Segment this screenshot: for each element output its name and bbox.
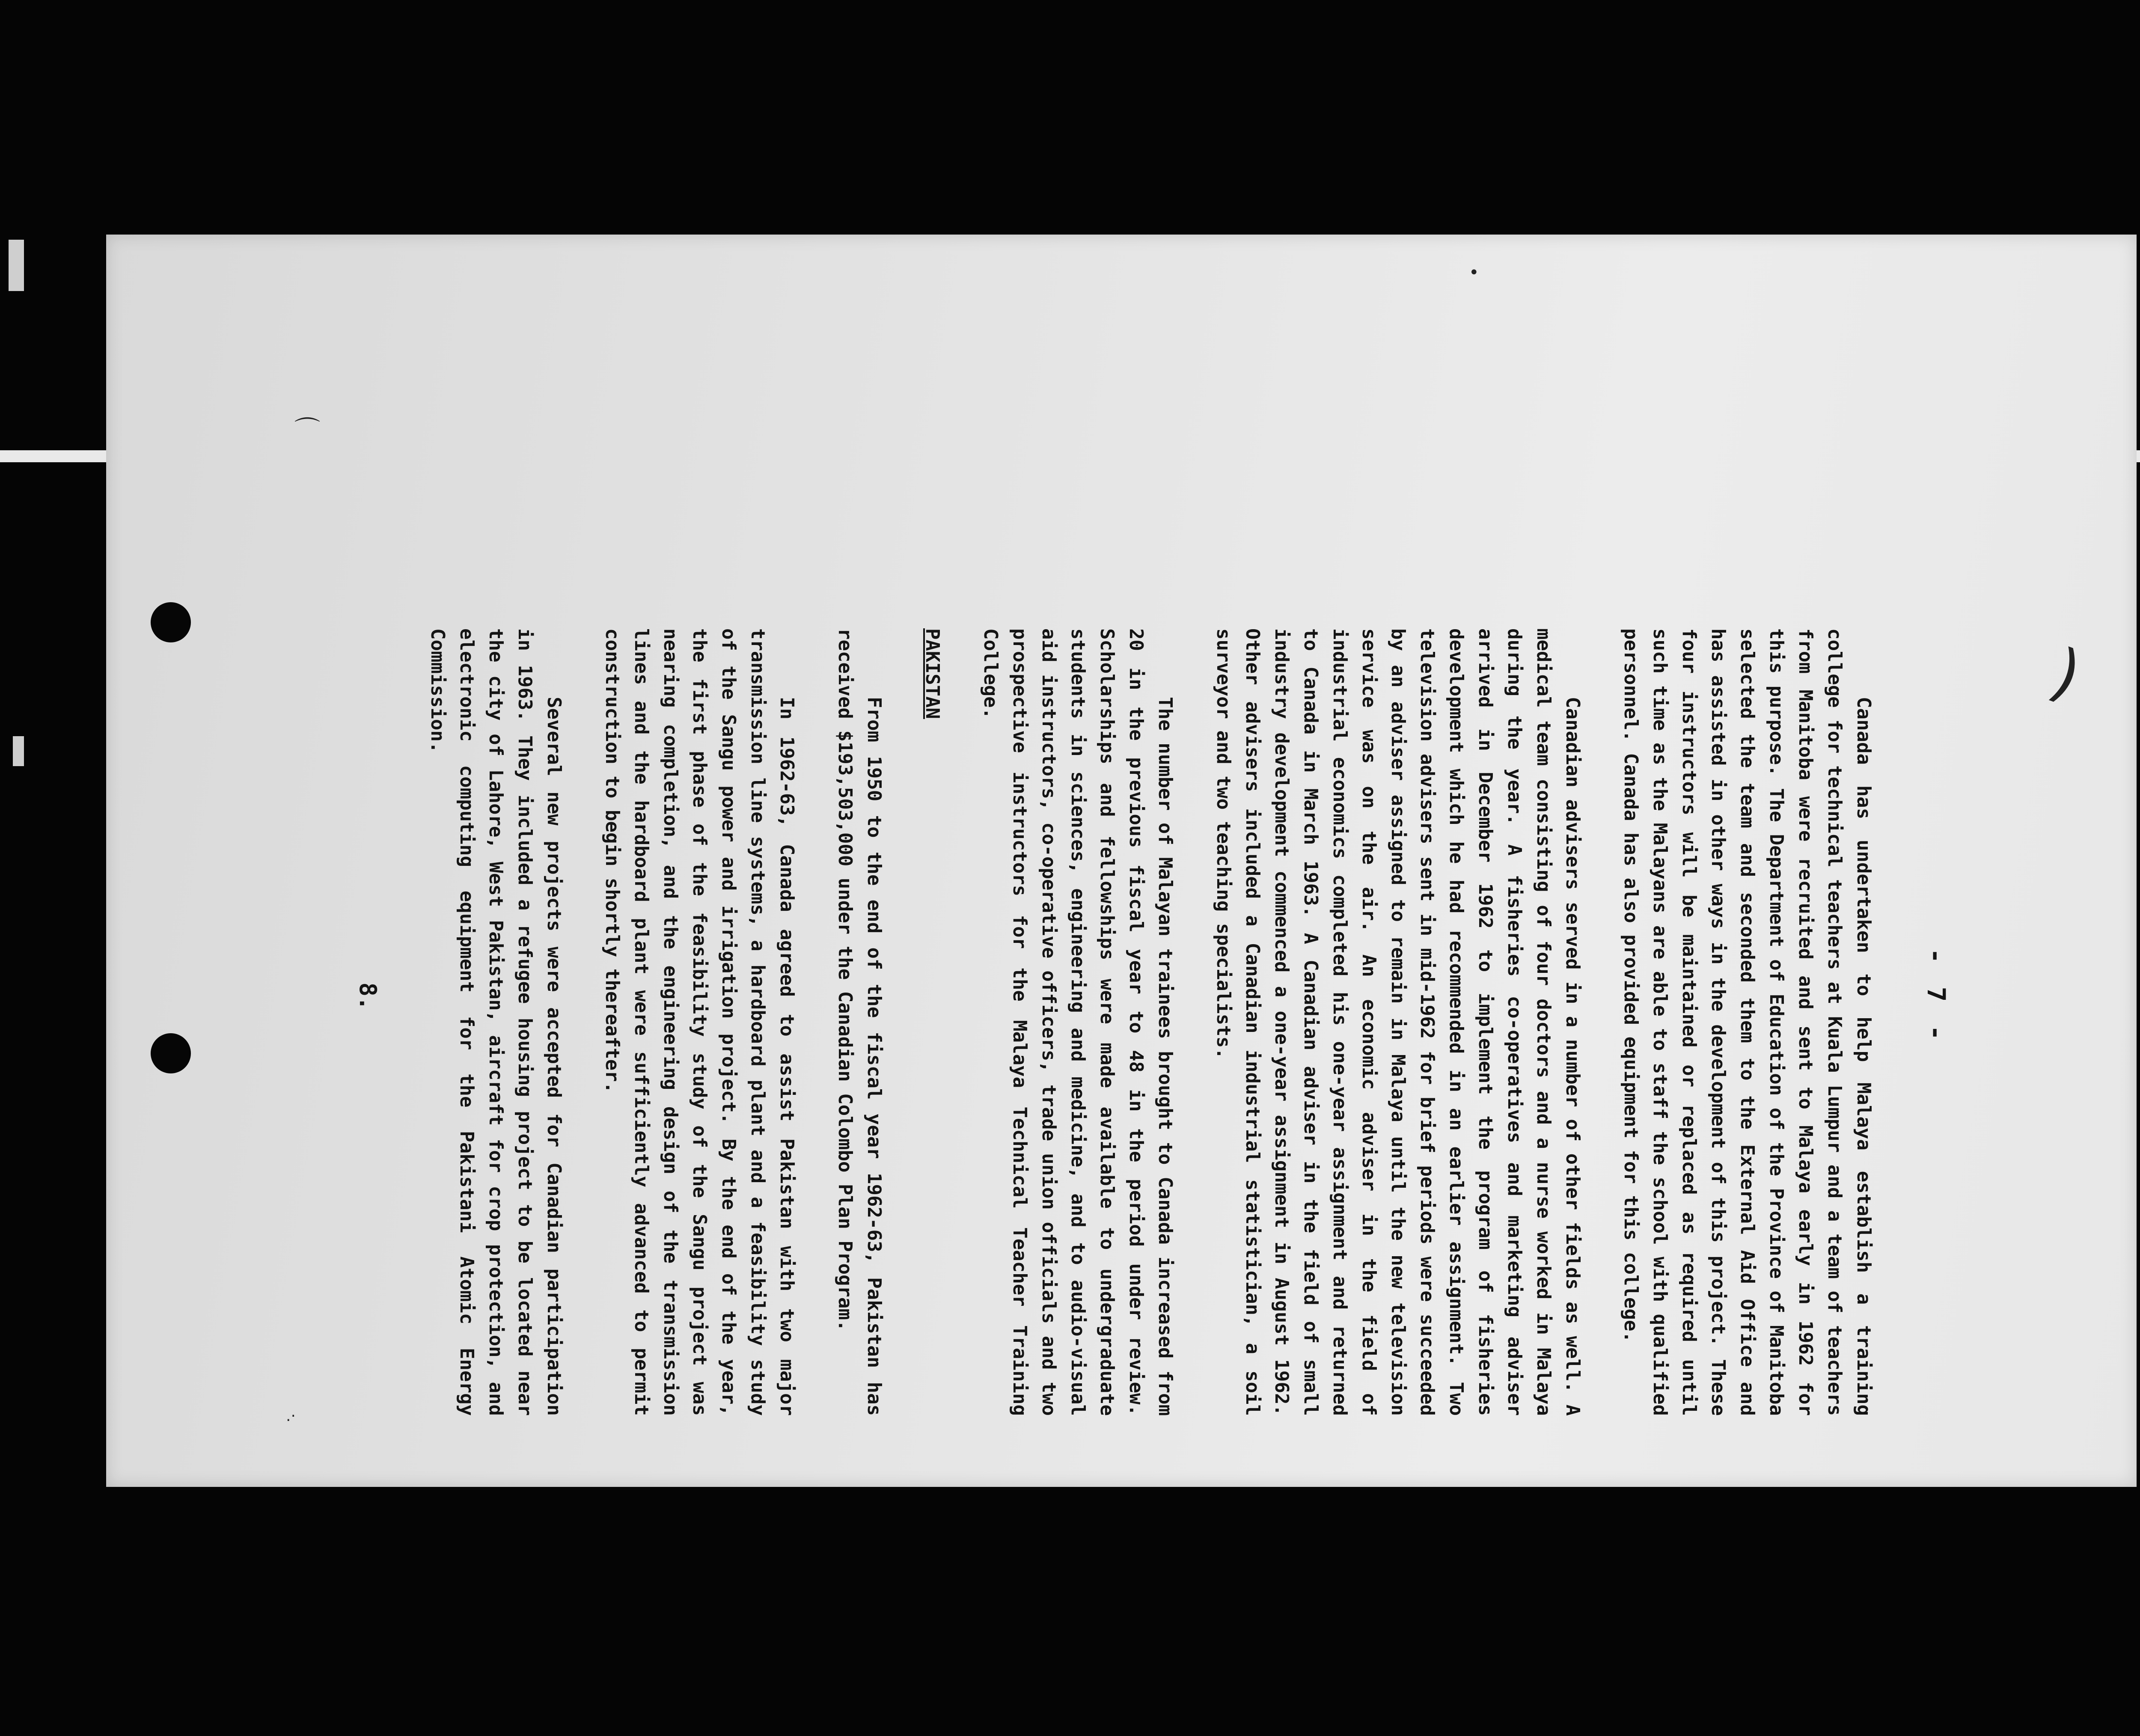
stray-mark: ) xyxy=(2042,635,2091,713)
rotated-text-sheet xyxy=(277,526,1989,1467)
left-edge-mark xyxy=(13,736,24,766)
paragraph-malaya-advisers: Canadian advisers served in a number of other fields as well. A medical team consisting of four doctors and a nurse worked in Malaya during the year. A fisheries co-operatives and marketing adviser arrived in December 1962 to implement the program of fisheries development which he had recommended in an earlier assignment. Two television advisers sent in mid-1962 for brief periods were succeeded by an adviser assigned to remain in Malaya until the new television service was on the air. An economic adviser in the field of industrial economics completed his one-year assignment and returned to Canada in March 1963. A Canadian adviser in the field of small industry development commenced a one-year assignment in August 1962. Other advisers included a Canadian industrial statistician, a soil surveyor and two teaching specialists. xyxy=(1213,628,1584,1416)
paragraph-malaya-trainees: The number of Malayan trainees brought to Canada increased from 20 in the previous fiscal year to 48 in the period under review. Scholarships and fellowships were made available to undergraduate students in sciences, engineering and medicine, and to audio-visual aid instructors, co-operative officers, trade union officials and two prospective instructors for the Malaya Technical Teacher Training College. xyxy=(980,628,1176,1416)
document-page xyxy=(106,235,2137,1487)
section-heading-pakistan: PAKISTAN xyxy=(921,628,943,719)
stray-mark: ⌒ xyxy=(294,416,320,446)
punch-hole xyxy=(151,602,191,642)
paragraph-pakistan-funding: From 1950 to the end of the fiscal year 1962-63, Pakistan has received $193,503,000 under the Canadian Colombo Plan Program. xyxy=(834,628,885,1416)
page-number-bottom: 8. xyxy=(354,982,381,1011)
right-edge-streak xyxy=(2137,450,2140,462)
stray-mark: .· xyxy=(286,1407,296,1425)
paragraph-malaya-college: Canada has undertaken to help Malaya establish a training college for technical teachers at Kuala Lumpur and a team of teachers from Manitoba were recruited and sent to Malaya early in 1962 for this purpose. The Department of Education of the Province of Manitoba selected the team and seconded them to the External Aid Office and has assisted in other ways in the development of this project. These four instructors will be maintained or replaced as required until such time as the Malayans are able to staff the school with qualified personnel. Canada has also provided equipment for this college. xyxy=(1620,628,1875,1416)
paragraph-pakistan-projects: In 1962-63, Canada agreed to assist Pakistan with two major transmission line systems, a hardboard plant and a feasibility study of the Sangu power and irrigation project. By the end of the year, the first phase of the feasibility study of the Sangu project was nearing completion, and the engineering design of the transmission lines and the hardboard plant were sufficiently advanced to permit construction to begin shortly thereafter. xyxy=(601,628,798,1416)
paragraph-pakistan-new-projects: Several new projects were accepted for Canadian participation in 1963. They included a refugee housing project to be located near the city of Lahore, West Pakistan, aircraft for crop protection, and electronic computing equipment for the Pakistani Atomic Energy Commission. xyxy=(427,628,565,1416)
left-edge-mark xyxy=(9,240,24,291)
left-edge-streak xyxy=(0,450,106,462)
stray-mark: • xyxy=(1469,263,1479,282)
punch-hole xyxy=(151,1033,191,1073)
page-number-top: - 7 - xyxy=(1922,948,1951,1045)
document-body xyxy=(394,628,1878,1416)
